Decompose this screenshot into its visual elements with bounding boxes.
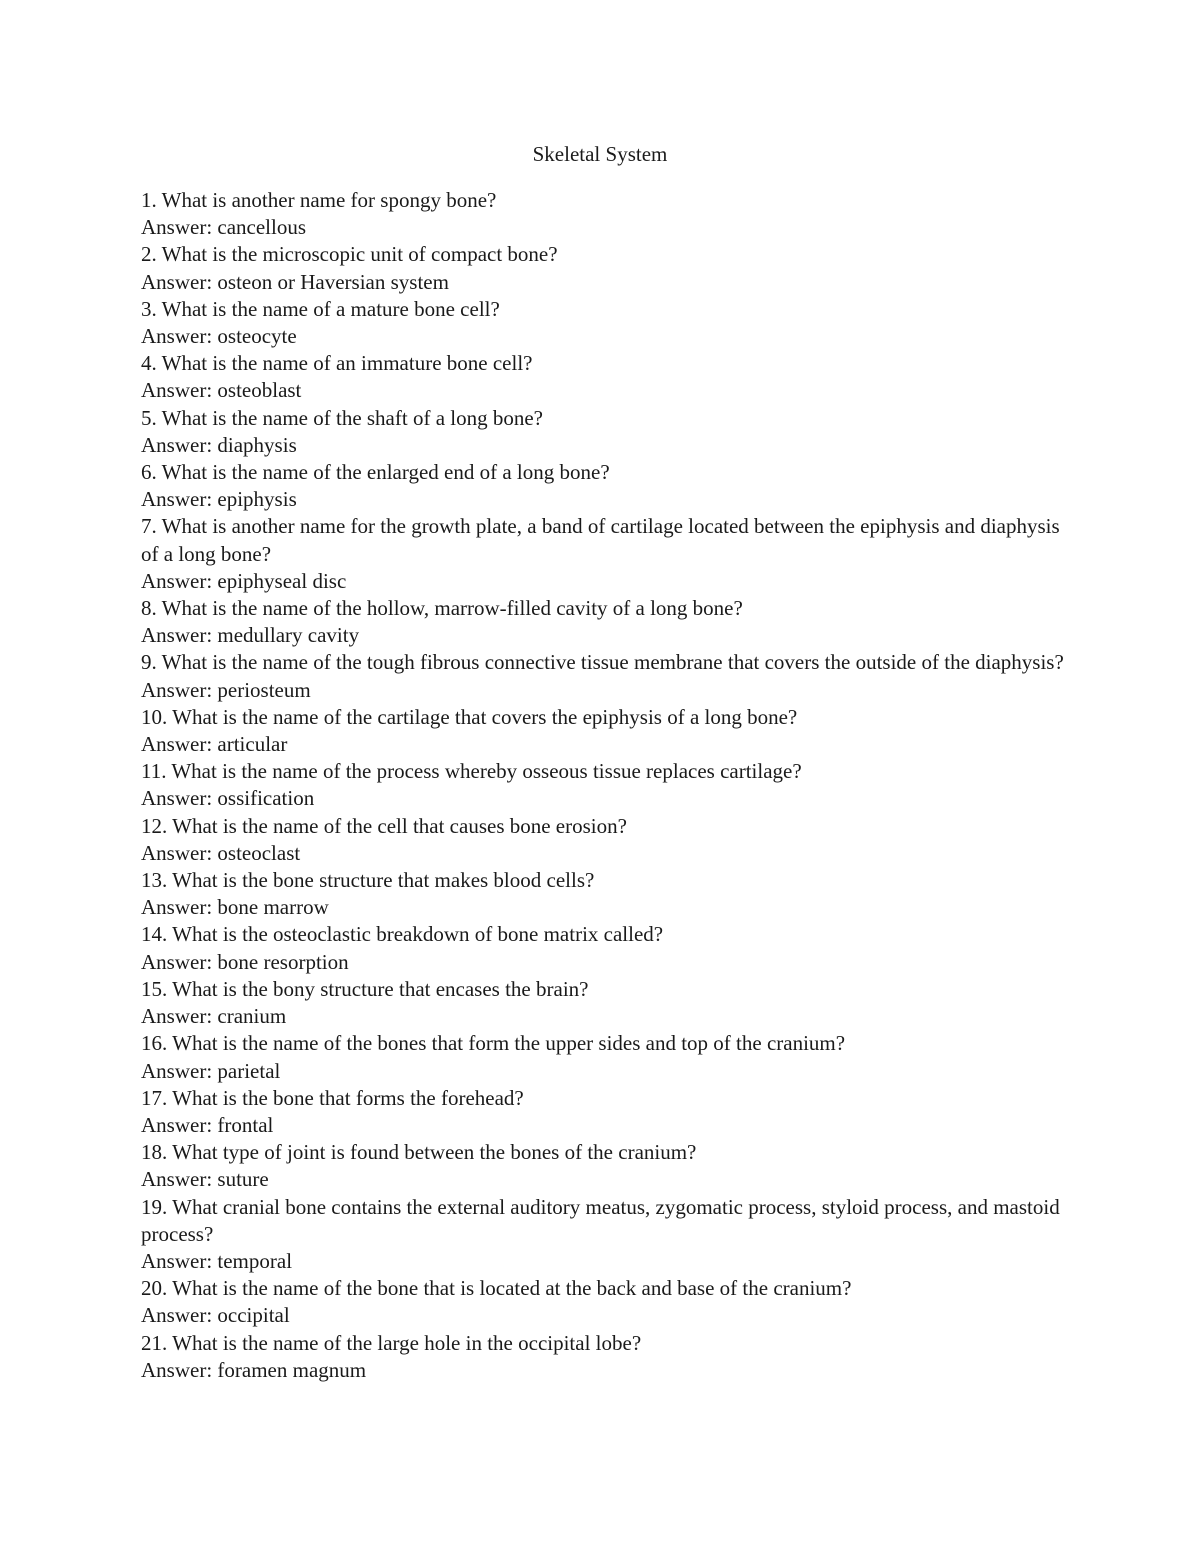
qa-item: [141, 1194, 1071, 1276]
page-title: Skeletal System: [532, 142, 668, 166]
question-text: 3. What is the name of a mature bone cell?: [141, 296, 500, 321]
qa-item: [141, 595, 1071, 649]
answer-text: Answer: periosteum: [141, 677, 311, 702]
answer-text: Answer: articular: [141, 732, 288, 757]
question-text: 14. What is the osteoclastic breakdown of bone matrix called?: [141, 922, 664, 947]
answer-text: Answer: osteoclast: [141, 840, 301, 865]
question-text: 17. What is the bone that forms the forehead?: [141, 1085, 524, 1110]
qa-item: [141, 296, 1071, 350]
qa-item: [141, 976, 1071, 1030]
answer-text: Answer: frontal: [141, 1112, 274, 1137]
qa-item: [141, 405, 1071, 459]
answer-text: Answer: medullary cavity: [141, 623, 360, 648]
answer-text: Answer: cancellous: [141, 215, 307, 240]
question-answer-list: [141, 187, 1071, 1384]
qa-item: [141, 513, 1071, 595]
question-text: 20. What is the name of the bone that is located at the back and base of the cranium?: [141, 1276, 852, 1301]
question-text: 2. What is the microscopic unit of compact bone?: [141, 242, 558, 267]
answer-text: Answer: osteon or Haversian system: [141, 269, 449, 294]
question-text: 11. What is the name of the process whereby osseous tissue replaces cartilage?: [141, 759, 802, 784]
qa-item: [141, 867, 1071, 921]
answer-text: Answer: cranium: [141, 1004, 287, 1029]
qa-item: [141, 1330, 1071, 1384]
qa-item: [141, 1085, 1071, 1139]
question-text: 6. What is the name of the enlarged end of a long bone?: [141, 460, 610, 485]
question-text: 12. What is the name of the cell that causes bone erosion?: [141, 813, 627, 838]
qa-item: [141, 241, 1071, 295]
qa-item: [141, 1275, 1071, 1329]
qa-item: [141, 350, 1071, 404]
answer-text: Answer: parietal: [141, 1058, 281, 1083]
qa-item: [141, 1030, 1071, 1084]
answer-text: Answer: osteocyte: [141, 324, 297, 349]
answer-text: Answer: bone resorption: [141, 949, 349, 974]
question-text: 19. What cranial bone contains the external auditory meatus, zygomatic process, styloid process, and mastoid process?: [141, 1194, 1060, 1246]
qa-item: [141, 1139, 1071, 1193]
qa-item: [141, 921, 1071, 975]
answer-text: Answer: suture: [141, 1167, 269, 1192]
answer-text: Answer: epiphysis: [141, 487, 297, 512]
question-text: 18. What type of joint is found between the bones of the cranium?: [141, 1140, 697, 1165]
answer-text: Answer: ossification: [141, 786, 315, 811]
question-text: 8. What is the name of the hollow, marrow-filled cavity of a long bone?: [141, 596, 743, 621]
question-text: 16. What is the name of the bones that form the upper sides and top of the cranium?: [141, 1031, 846, 1056]
answer-text: Answer: epiphyseal disc: [141, 568, 347, 593]
question-text: 13. What is the bone structure that makes blood cells?: [141, 868, 595, 893]
answer-text: Answer: osteoblast: [141, 378, 302, 403]
answer-text: Answer: bone marrow: [141, 895, 329, 920]
answer-text: Answer: temporal: [141, 1248, 293, 1273]
qa-item: [141, 758, 1071, 812]
question-text: 1. What is another name for spongy bone?: [141, 188, 497, 212]
qa-item: [141, 649, 1071, 703]
question-text: 10. What is the name of the cartilage that covers the epiphysis of a long bone?: [141, 704, 798, 729]
qa-item: [141, 187, 1071, 241]
question-text: 15. What is the bony structure that encases the brain?: [141, 976, 589, 1001]
qa-item: [141, 813, 1071, 867]
answer-text: Answer: diaphysis: [141, 432, 297, 457]
question-text: 9. What is the name of the tough fibrous connective tissue membrane that covers the outside of the diaphysis?: [141, 650, 1064, 675]
question-text: 4. What is the name of an immature bone cell?: [141, 351, 533, 376]
qa-item: [141, 704, 1071, 758]
question-text: 21. What is the name of the large hole in the occipital lobe?: [141, 1330, 642, 1355]
qa-item: [141, 459, 1071, 513]
question-text: 7. What is another name for the growth plate, a band of cartilage located between the epiphysis and diaphysis of a long bone?: [141, 514, 1060, 566]
answer-text: Answer: occipital: [141, 1303, 290, 1328]
answer-text: Answer: foramen magnum: [141, 1357, 367, 1382]
question-text: 5. What is the name of the shaft of a long bone?: [141, 405, 543, 430]
